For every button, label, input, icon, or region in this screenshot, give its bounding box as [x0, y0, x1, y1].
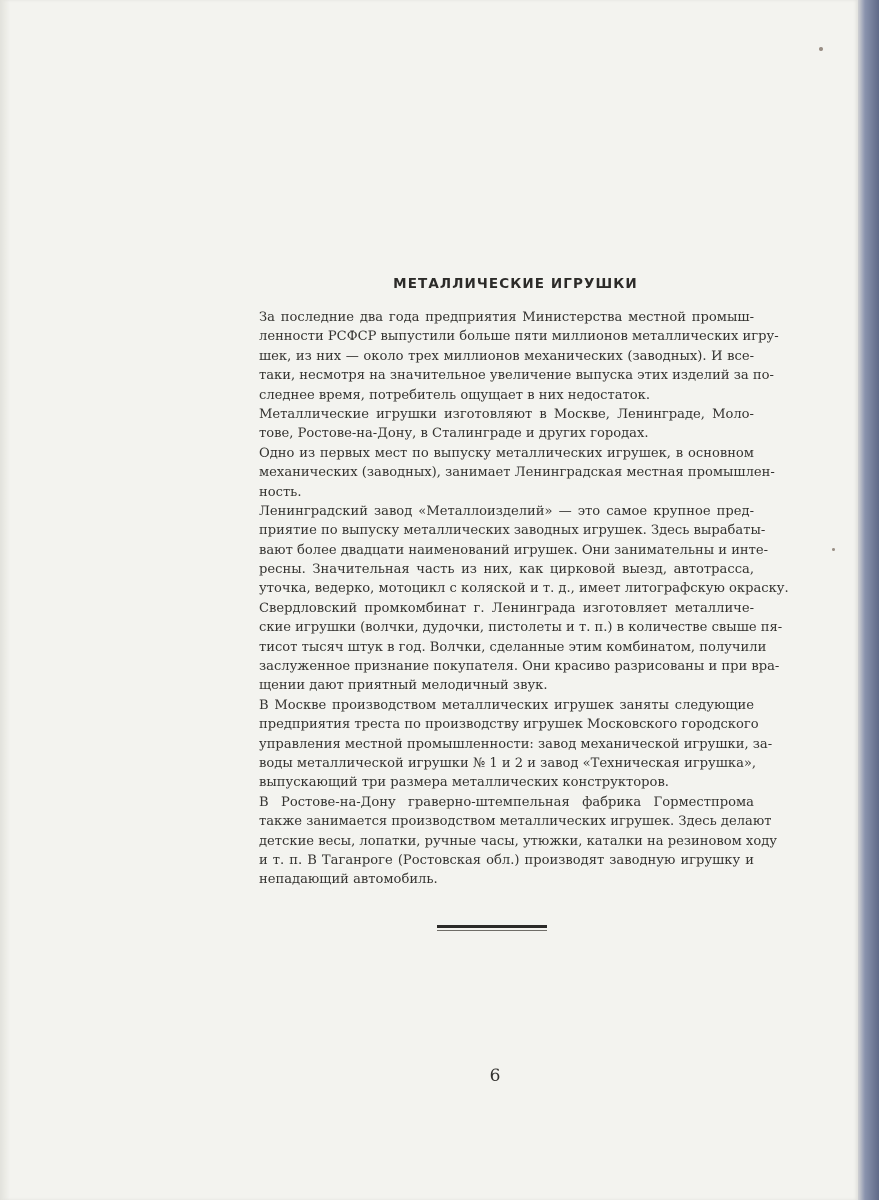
text-line: также занимается производством металлических игрушек. Здесь делают — [259, 814, 772, 830]
paragraph-list — [259, 308, 789, 890]
text-line: Металлические игрушки изготовляют в Москве, Ленинграде, Моло- — [259, 406, 754, 422]
paper-speck — [832, 548, 835, 551]
text-line: щении дают приятный мелодичный звук. — [259, 678, 548, 694]
text-line: таки, несмотря на значительное увеличение выпуска этих изделий за по- — [259, 368, 774, 384]
text-line: В Москве производством металлических игрушек заняты следующие — [259, 697, 754, 713]
text-line: заслуженное признание покупателя. Они красиво разрисованы и при вра- — [259, 659, 780, 675]
text-line: ские игрушки (волчки, дудочки, пистолеты и т. п.) в количестве свыше пя- — [259, 620, 783, 636]
page-number: 6 — [489, 1066, 501, 1086]
text-line: механических (заводных), занимает Ленинградская местная промышлен- — [259, 465, 775, 481]
paragraph — [259, 599, 783, 696]
text-line: предприятия треста по производству игрушек Московского городского — [259, 717, 759, 733]
text-line: детские весы, лопатки, ручные часы, утюжки, каталки на резиновом ходу — [259, 833, 777, 849]
text-line: тисот тысяч штук в год. Волчки, сделанные этим комбинатом, получили — [259, 639, 767, 655]
paragraph — [259, 444, 775, 502]
text-line: В Ростове-на-Дону граверно-штемпельная фабрика Горместпрома — [259, 794, 754, 810]
text-line: вают более двадцати наименований игрушек. Они занимательны и инте- — [259, 542, 769, 558]
paragraph — [259, 502, 789, 599]
paragraph — [259, 308, 779, 405]
text-line: приятие по выпуску металлических заводных игрушек. Здесь вырабаты- — [259, 523, 766, 539]
text-line: ленности РСФСР выпустили больше пяти миллионов металлических игру- — [259, 329, 779, 345]
section-divider — [437, 925, 547, 931]
text-line: Одно из первых мест по выпуску металлических игрушек, в основном — [259, 445, 754, 461]
text-line: шек, из них — около трех миллионов механических (заводных). И все- — [259, 348, 754, 364]
text-line: следнее время, потребитель ощущает в них недостаток. — [259, 387, 651, 403]
text-line: непадающий автомобиль. — [259, 872, 438, 888]
text-line: Ленинградский завод «Металлоизделий» — это самое крупное пред- — [259, 503, 754, 519]
text-line: выпускающий три размера металлических конструкторов. — [259, 775, 669, 791]
text-line: Свердловский промкомбинат г. Ленинграда изготовляет металличе- — [259, 600, 754, 616]
paragraph — [259, 405, 754, 444]
text-line: тове, Ростове-на-Дону, в Сталинграде и других городах. — [259, 426, 649, 442]
article-body — [259, 276, 789, 890]
paper-speck — [819, 47, 823, 51]
paragraph — [259, 696, 773, 793]
text-line: ресны. Значительная часть из них, как цирковой выезд, автотрасса, — [259, 562, 754, 578]
text-line: управления местной промышленности: завод механической игрушки, за- — [259, 736, 773, 752]
text-line: За последние два года предприятия Министерства местной промыш- — [259, 310, 754, 325]
text-line: ность. — [259, 484, 302, 500]
article-title: МЕТАЛЛИЧЕСКИЕ ИГРУШКИ — [393, 276, 638, 292]
text-line: и т. п. В Таганроге (Ростовская обл.) производят заводную игрушку и — [259, 852, 754, 868]
text-line: воды металлической игрушки № 1 и 2 и завод «Техническая игрушка», — [259, 755, 757, 771]
paragraph — [259, 793, 777, 890]
text-line: уточка, ведерко, мотоцикл с коляской и т. д., имеет литографскую окраску. — [259, 581, 789, 597]
